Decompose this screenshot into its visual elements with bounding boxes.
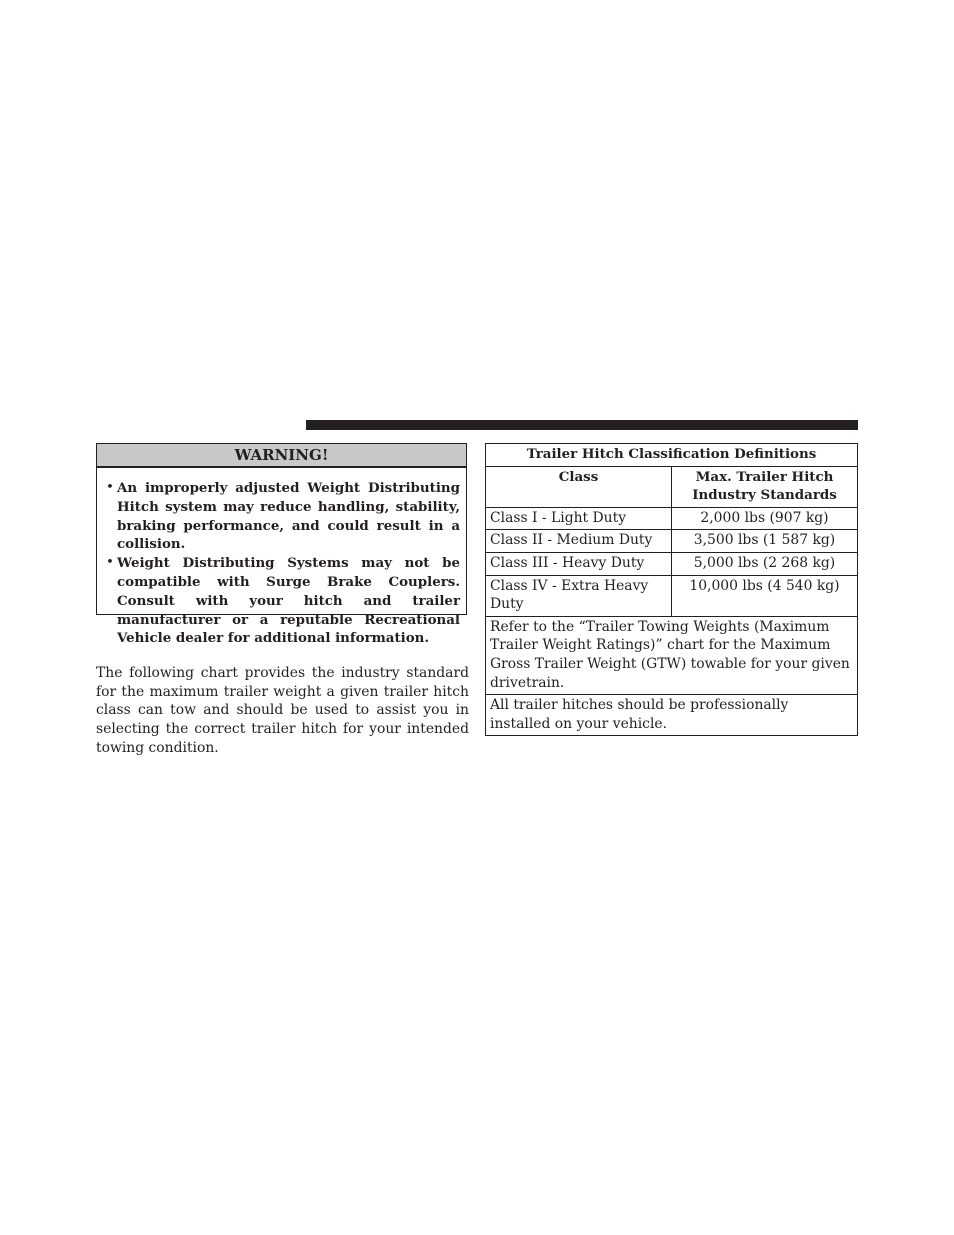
table-row: [486, 507, 858, 530]
warning-item-text: Weight Distributing Systems may not be compatible with Surge Brake Couplers. Consult with your hitch and trailer manufacturer or a reputable Recreational Vehicle dealer for additional information.: [117, 555, 460, 647]
class-cell: Class II - Medium Duty: [486, 530, 672, 553]
weight-cell: 2,000 lbs (907 kg): [672, 507, 858, 530]
table-header-row: [486, 466, 858, 507]
class-cell: Class III - Heavy Duty: [486, 552, 672, 575]
table-row: [486, 530, 858, 553]
warning-item: [106, 479, 460, 554]
warning-box: [96, 443, 467, 647]
table-note: Refer to the “Trailer Towing Weights (Maximum Trailer Weight Ratings)” chart for the Maximum Gross Trailer Weight (GTW) towable for your given drivetrain.: [486, 616, 858, 694]
hitch-classification-table: [485, 443, 858, 736]
weight-cell: 10,000 lbs (4 540 kg): [672, 575, 858, 616]
warning-item-text: An improperly adjusted Weight Distributing Hitch system may reduce handling, stability, braking performance, and could result in a collision.: [117, 480, 460, 553]
table-note-row: [486, 695, 858, 736]
column-header-max-weight: Max. Trailer Hitch Industry Standards: [672, 466, 858, 507]
table-note: All trailer hitches should be professionally installed on your vehicle.: [486, 695, 858, 736]
weight-cell: 5,000 lbs (2 268 kg): [672, 552, 858, 575]
table-row: [486, 552, 858, 575]
section-header-bar: [306, 420, 858, 430]
class-cell: Class I - Light Duty: [486, 507, 672, 530]
warning-item: [106, 554, 460, 648]
class-cell: Class IV - Extra Heavy Duty: [486, 575, 672, 616]
bullet-icon: •: [106, 555, 114, 571]
weight-cell: 3,500 lbs (1 587 kg): [672, 530, 858, 553]
bullet-icon: •: [106, 480, 114, 495]
table-title-row: [486, 444, 858, 467]
warning-title: WARNING!: [97, 444, 466, 468]
table-row: [486, 575, 858, 616]
warning-list: [97, 468, 466, 648]
table-title: Trailer Hitch Classification Definitions: [486, 444, 858, 467]
intro-paragraph: The following chart provides the industry standard for the maximum trailer weight a given trailer hitch class can tow and should be used to assist you in selecting the correct trailer hitch for your intended towing condition.: [96, 664, 469, 757]
column-header-class: Class: [486, 466, 672, 507]
table-note-row: [486, 616, 858, 694]
